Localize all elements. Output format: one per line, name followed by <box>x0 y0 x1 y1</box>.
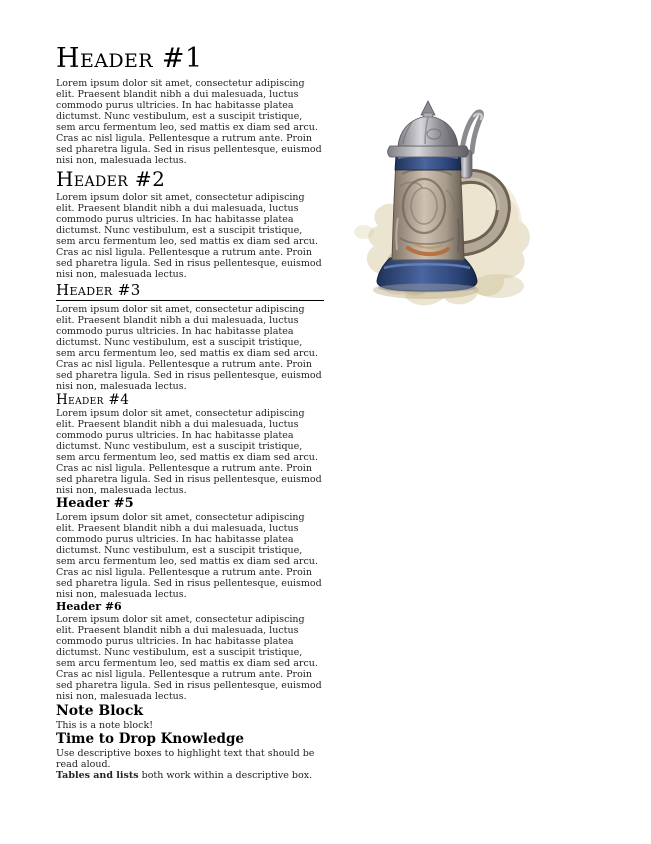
knowledge-line-1: Use descriptive boxes to highlight text that should be read aloud. <box>56 748 315 770</box>
header-5: Header #5 <box>56 496 134 511</box>
header-1: Header #1 <box>56 43 203 74</box>
header-6: Header #6 <box>56 600 122 613</box>
header-2: Header #2 <box>56 167 166 191</box>
header-3: Header #3 <box>56 282 324 301</box>
knowledge-line-2 <box>56 770 324 781</box>
knowledge-line-2-bold: Tables and lists <box>56 770 139 781</box>
stein-illustration <box>350 98 542 313</box>
knowledge-title: Time to Drop Knowledge <box>56 731 245 747</box>
note-block-text: This is a note block! <box>56 720 154 731</box>
stein-body <box>392 162 464 260</box>
body-paragraph-6: Lorem ipsum dolor sit amet, consectetur adipiscing elit. Praesent blandit nibh a dui malesuada, luctus commodo purus ultricies. In hac habitasse platea dictumst. Nunc vestibulum, est a suscipit tristique, sem arcu fermentum leo, sed mattis ex diam sed arcu. Cras ac nisl ligula. Pellentesque a rutrum ante. Proin sed pharetra ligula. Sed in risus pellentesque, euismod nisi non, malesuada lectus. <box>56 614 322 702</box>
stein-base <box>377 258 477 293</box>
body-paragraph-1: Lorem ipsum dolor sit amet, consectetur adipiscing elit. Praesent blandit nibh a dui malesuada, luctus commodo purus ultricies. In hac habitasse platea dictumst. Nunc vestibulum, est a suscipit tristique, sem arcu fermentum leo, sed mattis ex diam sed arcu. Cras ac nisl ligula. Pellentesque a rutrum ante. Proin sed pharetra ligula. Sed in risus pellentesque, euismod nisi non, malesuada lectus. <box>56 78 322 166</box>
body-paragraph-4: Lorem ipsum dolor sit amet, consectetur adipiscing elit. Praesent blandit nibh a dui malesuada, luctus commodo purus ultricies. In hac habitasse platea dictumst. Nunc vestibulum, est a suscipit tristique, sem arcu fermentum leo, sed mattis ex diam sed arcu. Cras ac nisl ligula. Pellentesque a rutrum ante. Proin sed pharetra ligula. Sed in risus pellentesque, euismod nisi non, malesuada lectus. <box>56 408 322 496</box>
stein-thumblift <box>460 112 482 178</box>
header-4: Header #4 <box>56 392 130 408</box>
body-paragraph-5: Lorem ipsum dolor sit amet, consectetur adipiscing elit. Praesent blandit nibh a dui malesuada, luctus commodo purus ultricies. In hac habitasse platea dictumst. Nunc vestibulum, est a suscipit tristique, sem arcu fermentum leo, sed mattis ex diam sed arcu. Cras ac nisl ligula. Pellentesque a rutrum ante. Proin sed pharetra ligula. Sed in risus pellentesque, euismod nisi non, malesuada lectus. <box>56 512 322 600</box>
stein-lid <box>388 101 469 157</box>
body-paragraph-3: Lorem ipsum dolor sit amet, consectetur adipiscing elit. Praesent blandit nibh a dui malesuada, luctus commodo purus ultricies. In hac habitasse platea dictumst. Nunc vestibulum, est a suscipit tristique, sem arcu fermentum leo, sed mattis ex diam sed arcu. Cras ac nisl ligula. Pellentesque a rutrum ante. Proin sed pharetra ligula. Sed in risus pellentesque, euismod nisi non, malesuada lectus. <box>56 304 322 392</box>
text-column <box>56 42 324 781</box>
note-block-title: Note Block <box>56 703 144 719</box>
knowledge-line-2-rest: both work within a descriptive box. <box>138 770 313 781</box>
body-paragraph-2: Lorem ipsum dolor sit amet, consectetur adipiscing elit. Praesent blandit nibh a dui malesuada, luctus commodo purus ultricies. In hac habitasse platea dictumst. Nunc vestibulum, est a suscipit tristique, sem arcu fermentum leo, sed mattis ex diam sed arcu. Cras ac nisl ligula. Pellentesque a rutrum ante. Proin sed pharetra ligula. Sed in risus pellentesque, euismod nisi non, malesuada lectus. <box>56 192 322 280</box>
